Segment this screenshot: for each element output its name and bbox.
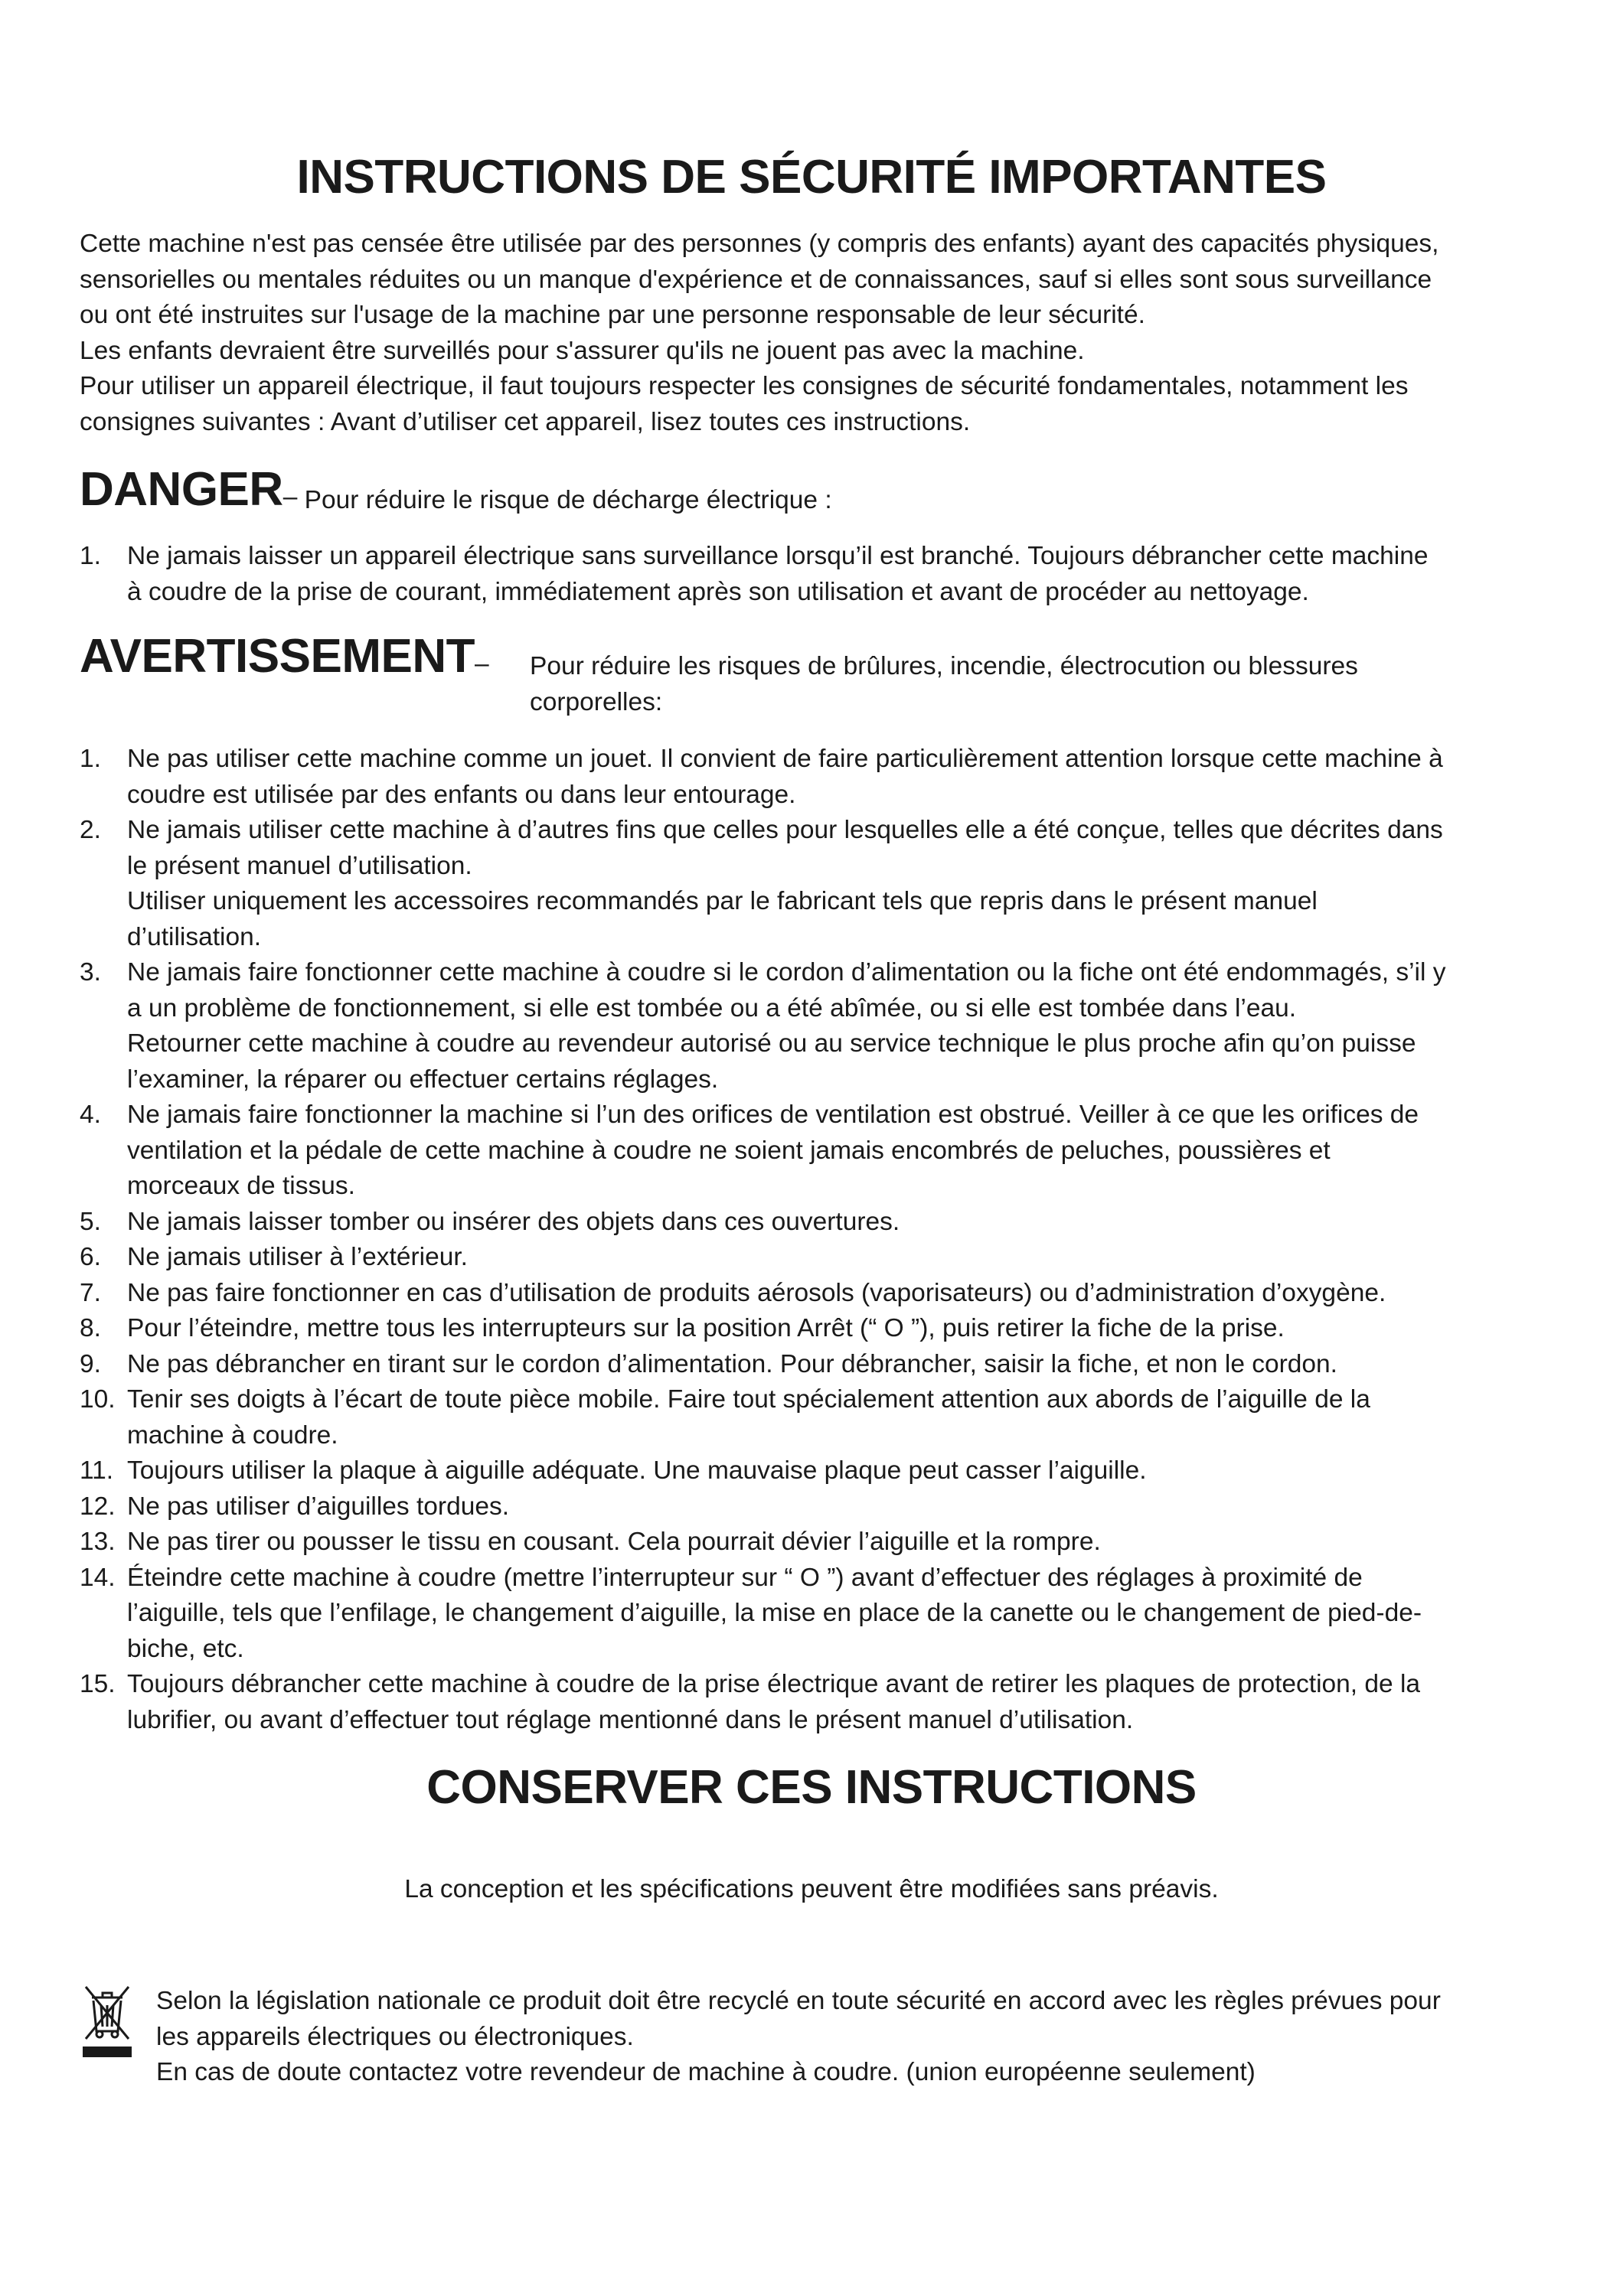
- item-line: Utiliser uniquement les accessoires recommandés par le fabricant tels que repris dans le présent manuel: [127, 887, 1318, 915]
- warning-list: [80, 742, 1557, 1738]
- list-item: [80, 1382, 1557, 1453]
- list-item: [80, 1347, 1557, 1383]
- intro-line: ou ont été instruites sur l'usage de la machine par une personne responsable de leur sécurité.: [80, 301, 1145, 329]
- item-line: Ne pas tirer ou pousser le tissu en cousant. Cela pourrait dévier l’aiguille et la rompre.: [127, 1528, 1101, 1556]
- item-line: Toujours utiliser la plaque à aiguille adéquate. Une mauvaise plaque peut casser l’aiguille.: [127, 1456, 1147, 1485]
- weee-notice: [156, 1984, 1565, 2091]
- spec-note: La conception et les spécifications peuvent être modifiées sans préavis.: [404, 1875, 1219, 1903]
- item-line: Ne pas utiliser cette machine comme un jouet. Il convient de faire particulièrement attention lorsque cette machine à: [127, 745, 1443, 773]
- list-item: [80, 1097, 1557, 1205]
- item-line: morceaux de tissus.: [127, 1172, 355, 1200]
- item-line: Ne jamais laisser un appareil électrique sans surveillance lorsqu’il est branché. Toujours débrancher cette machine: [127, 542, 1429, 570]
- item-line: Éteindre cette machine à coudre (mettre l’interrupteur sur “ O ”) avant d’effectuer des réglages à proximité de: [127, 1563, 1363, 1592]
- danger-list: [80, 539, 1557, 610]
- item-number: 5.: [80, 1207, 101, 1236]
- crossed-out-wheelie-bin-icon: [80, 1982, 133, 2062]
- intro-line: Cette machine n'est pas censée être utilisée par des personnes (y compris des enfants) ayant des capacités physiques,: [80, 230, 1439, 258]
- list-item: [80, 955, 1557, 1097]
- list-item: [80, 539, 1557, 610]
- warning-label: AVERTISSEMENT: [80, 630, 475, 683]
- warning-dash: –: [474, 650, 489, 678]
- item-line: Pour l’éteindre, mettre tous les interrupteurs sur la position Arrêt (“ O ”), puis retirer la fiche de la prise.: [127, 1314, 1285, 1342]
- intro-line: sensorielles ou mentales réduites ou un manque d'expérience et de connaissances, sauf si elles sont sous surveillance: [80, 265, 1432, 294]
- list-item: [80, 1489, 1557, 1525]
- item-number: 15.: [80, 1670, 116, 1698]
- item-line: lubrifier, ou avant d’effectuer tout réglage mentionné dans le présent manuel d’utilisation.: [127, 1705, 1134, 1734]
- item-line: Ne pas utiliser d’aiguilles tordues.: [127, 1492, 510, 1521]
- list-item: [80, 1561, 1557, 1668]
- danger-label: DANGER: [80, 463, 283, 516]
- weee-line: En cas de doute contactez votre revendeur de machine à coudre. (union européenne seulement): [156, 2058, 1256, 2086]
- item-number: 14.: [80, 1563, 116, 1592]
- item-number: 7.: [80, 1278, 101, 1307]
- item-line: Ne pas débrancher en tirant sur le cordon d’alimentation. Pour débrancher, saisir la fiche, et non le cordon.: [127, 1349, 1337, 1378]
- item-line: coudre est utilisée par des enfants ou dans leur entourage.: [127, 780, 796, 809]
- item-line: a un problème de fonctionnement, si elle est tombée ou a été abîmée, ou si elle est tombée dans l’eau.: [127, 993, 1297, 1022]
- item-number: 11.: [80, 1456, 114, 1485]
- list-item: [80, 1667, 1557, 1738]
- warning-subtitle: [530, 649, 1464, 720]
- danger-subtitle: Pour réduire le risque de décharge électrique :: [304, 486, 832, 514]
- item-number: 1.: [80, 542, 101, 570]
- item-line: Ne jamais faire fonctionner cette machine à coudre si le cordon d’alimentation ou la fiche ont été endommagés, s’il y: [127, 958, 1446, 987]
- list-item: [80, 813, 1557, 955]
- intro-paragraph: [80, 227, 1565, 440]
- item-line: Toujours débrancher cette machine à coudre de la prise électrique avant de retirer les plaques de protection, de la: [127, 1670, 1421, 1698]
- item-number: 1.: [80, 745, 101, 773]
- item-number: 13.: [80, 1528, 116, 1556]
- item-line: Ne pas faire fonctionner en cas d’utilisation de produits aérosols (vaporisateurs) ou d’administration d’oxygène.: [127, 1278, 1386, 1307]
- item-line: l’aiguille, tels que l’enfilage, le changement d’aiguille, la mise en place de la canette ou le changement de pied-de-: [127, 1599, 1422, 1627]
- intro-line: Les enfants devraient être surveillés pour s'assurer qu'ils ne jouent pas avec la machine.: [80, 336, 1085, 365]
- list-item: [80, 1525, 1557, 1561]
- item-number: 4.: [80, 1101, 101, 1129]
- item-line: Ne jamais utiliser cette machine à d’autres fins que celles pour lesquelles elle a été conçue, telles que décrites dans: [127, 816, 1443, 844]
- item-line: Retourner cette machine à coudre au revendeur autorisé ou au service technique le plus proche afin qu’on puisse: [127, 1029, 1416, 1058]
- item-number: 2.: [80, 816, 101, 844]
- item-number: 12.: [80, 1492, 116, 1521]
- keep-instructions-title: CONSERVER CES INSTRUCTIONS: [426, 1761, 1197, 1814]
- list-item: [80, 1311, 1557, 1347]
- list-item: [80, 742, 1557, 813]
- weee-line: Selon la législation nationale ce produit doit être recyclé en toute sécurité en accord avec les règles prévues pour: [156, 1987, 1441, 2015]
- warning-subtitle-line: Pour réduire les risques de brûlures, incendie, électrocution ou blessures: [530, 652, 1358, 680]
- item-number: 6.: [80, 1243, 101, 1271]
- item-line: le présent manuel d’utilisation.: [127, 851, 472, 880]
- warning-subtitle-line: corporelles:: [530, 687, 663, 716]
- item-line: ventilation et la pédale de cette machine à coudre ne soient jamais encombrés de peluches, poussières et: [127, 1136, 1331, 1165]
- item-line: à coudre de la prise de courant, immédiatement après son utilisation et avant de procéder au nettoyage.: [127, 577, 1309, 606]
- list-item: [80, 1453, 1557, 1489]
- list-item: [80, 1205, 1557, 1241]
- item-line: d’utilisation.: [127, 922, 262, 951]
- intro-line: consignes suivantes : Avant d’utiliser cet appareil, lisez toutes ces instructions.: [80, 407, 971, 436]
- danger-dash: –: [282, 483, 298, 511]
- item-number: 10.: [80, 1385, 116, 1414]
- item-line: Ne jamais faire fonctionner la machine si l’un des orifices de ventilation est obstrué. Veiller à ce que les orifices de: [127, 1101, 1419, 1129]
- item-line: biche, etc.: [127, 1634, 244, 1663]
- item-number: 8.: [80, 1314, 101, 1342]
- item-line: Ne jamais laisser tomber ou insérer des objets dans ces ouvertures.: [127, 1207, 900, 1236]
- list-item: [80, 1240, 1557, 1276]
- item-line: Tenir ses doigts à l’écart de toute pièce mobile. Faire tout spécialement attention aux abords de l’aiguille de la: [127, 1385, 1370, 1414]
- danger-heading: [80, 459, 1565, 528]
- item-line: machine à coudre.: [127, 1420, 338, 1450]
- weee-line: les appareils électriques ou électroniques.: [156, 2022, 634, 2051]
- list-item: [80, 1276, 1557, 1312]
- item-number: 3.: [80, 958, 101, 987]
- item-line: Ne jamais utiliser à l’extérieur.: [127, 1243, 468, 1271]
- intro-line: Pour utiliser un appareil électrique, il faut toujours respecter les consignes de sécurité fondamentales, notamment les: [80, 372, 1409, 400]
- item-number: 9.: [80, 1349, 101, 1378]
- item-line: l’examiner, la réparer ou effectuer certains réglages.: [127, 1065, 719, 1094]
- page-title: INSTRUCTIONS DE SÉCURITÉ IMPORTANTES: [296, 151, 1327, 204]
